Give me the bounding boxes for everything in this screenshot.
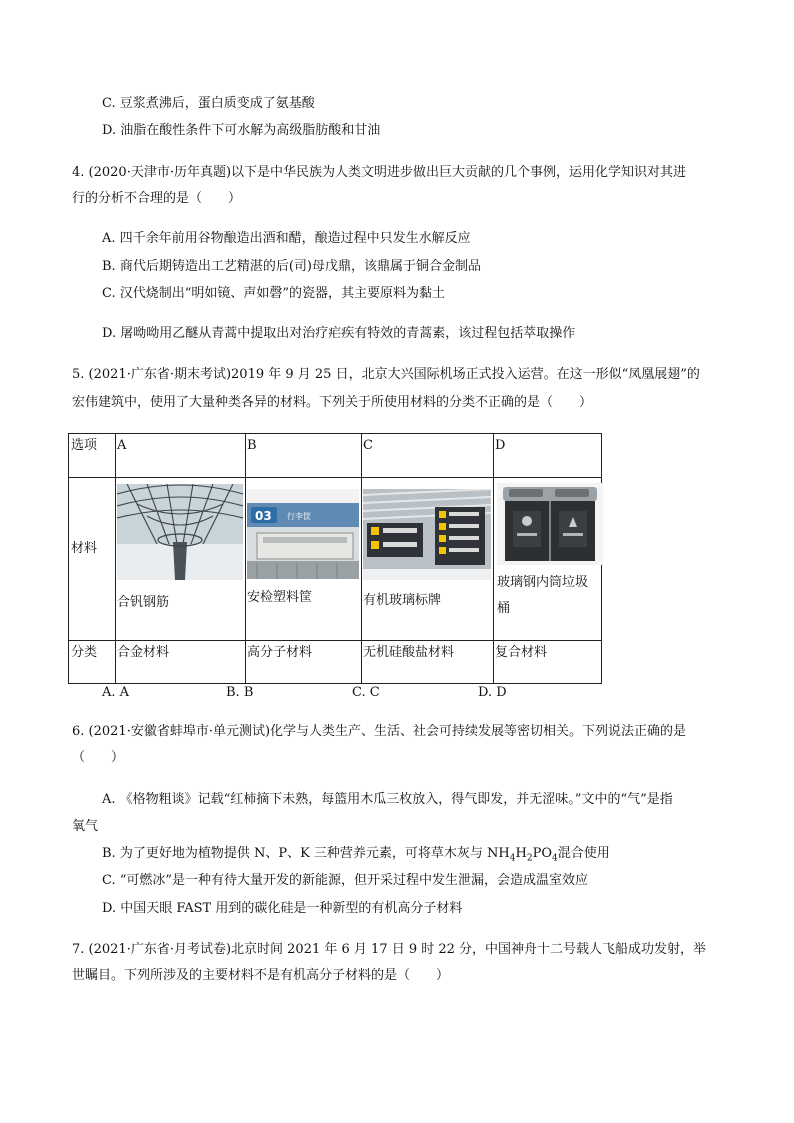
class-d: 复合材料 bbox=[495, 645, 548, 660]
q6-stem-line1: 6. (2021·安徽省蚌埠市·单元测试)化学与人类生产、生活、社会可持续发展等密切相关。下列说法正确的是 bbox=[72, 724, 687, 739]
table-header-label: 选项 bbox=[71, 438, 98, 453]
tray-label: 行李筐 bbox=[287, 512, 311, 521]
material-c: 有机玻璃标牌 bbox=[363, 593, 442, 608]
table-header-b: B bbox=[247, 438, 257, 453]
q3-option-d: D. 油脂在酸性条件下可水解为高级脂肪酸和甘油 bbox=[102, 123, 381, 138]
table-material-label: 材料 bbox=[71, 541, 98, 556]
q6-option-d: D. 中国天眼 FAST 用到的碳化硅是一种新型的有机高分子材料 bbox=[102, 901, 463, 916]
q6-option-b-sub2: 2 bbox=[526, 853, 533, 864]
q3-option-c: C. 豆浆煮沸后，蛋白质变成了氨基酸 bbox=[102, 96, 315, 111]
materials-table bbox=[68, 433, 602, 684]
q6-option-c: C. “可燃冰”是一种有待大量开发的新能源，但开采过程中发生泄漏，会造成温室效应 bbox=[102, 873, 589, 888]
q6-option-b-post: 混合使用 bbox=[557, 846, 610, 861]
table-header-c: C bbox=[363, 438, 373, 453]
q5-stem-line2: 宏伟建筑中，使用了大量种类各异的材料。下列关于所使用材料的分类不正确的是（ ） bbox=[72, 395, 593, 410]
q7-stem-line1: 7. (2021·广东省·月考试卷)北京时间 2021 年 6 月 17 日 9 时 22 分，中国神舟十二号载人飞船成功发射，举 bbox=[72, 942, 707, 957]
q6-option-b-mid: H bbox=[515, 846, 527, 861]
material-b: 安检塑料筐 bbox=[247, 590, 313, 605]
class-b: 高分子材料 bbox=[247, 645, 313, 660]
q5-answer-c: C. C bbox=[352, 685, 380, 700]
q5-stem-line1: 5. (2021·广东省·期末考试)2019 年 9 月 25 日，北京大兴国际机场正式投入运营。在这一形似“凤凰展翅”的 bbox=[72, 367, 700, 382]
q4-option-d: D. 屠呦呦用乙醚从青蒿中提取出对治疗疟疾有特效的青蒿素，该过程包括萃取操作 bbox=[102, 326, 576, 341]
class-c: 无机硅酸盐材料 bbox=[363, 645, 455, 660]
q5-answer-a: A. A bbox=[102, 685, 130, 700]
q5-answer-d: D. D bbox=[478, 685, 507, 700]
q4-option-c: C. 汉代烧制出“明如镜、声如磬”的瓷器，其主要原料为黏土 bbox=[102, 286, 446, 301]
table-header-a: A bbox=[117, 438, 127, 453]
q4-option-a: A. 四千余年前用谷物酿造出酒和醋，酿造过程中只发生水解反应 bbox=[102, 231, 471, 246]
material-a: 合钒钢筋 bbox=[117, 595, 170, 610]
material-d-line2: 桶 bbox=[497, 601, 511, 616]
table-header-d: D bbox=[495, 438, 506, 453]
q6-option-a-line1: A. 《格物粗谈》记载“红柿摘下未熟，每篮用木瓜三枚放入，得气即发，并无涩味。”文中的“气”是指 bbox=[102, 792, 673, 807]
tray-number: 03 bbox=[255, 509, 272, 523]
q6-option-b-sub3: 4 bbox=[551, 853, 558, 864]
steel-dome-icon bbox=[117, 484, 243, 580]
q6-option-a-line2: 氧气 bbox=[72, 819, 99, 834]
trash-bin-icon bbox=[497, 483, 603, 565]
q6-option-b bbox=[102, 845, 610, 868]
q6-option-b-pre: B. 为了更好地为植物提供 N、P、K 三种营养元素，可将草木灰与 NH bbox=[102, 846, 510, 861]
q6-option-b-sub1: 4 bbox=[509, 853, 516, 864]
security-tray-icon bbox=[247, 489, 359, 579]
material-d-line1: 玻璃钢内筒垃圾 bbox=[497, 575, 589, 590]
q4-stem-line1: 4. (2020·天津市·历年真题)以下是中华民族为人类文明进步做出巨大贡献的几个事例，运用化学知识对其进 bbox=[72, 165, 687, 180]
table-class-label: 分类 bbox=[71, 645, 98, 660]
q4-option-b: B. 商代后期铸造出工艺精湛的后(司)母戊鼎，该鼎属于铜合金制品 bbox=[102, 259, 481, 274]
q6-stem-line2: （ ） bbox=[72, 750, 125, 765]
q5-answer-b: B. B bbox=[226, 685, 254, 700]
q4-stem-line2: 行的分析不合理的是（ ） bbox=[72, 191, 242, 206]
airport-sign-icon bbox=[363, 489, 491, 580]
class-a: 合金材料 bbox=[117, 645, 170, 660]
q6-option-b-mid2: PO bbox=[532, 846, 552, 861]
q7-stem-line2: 世瞩目。下列所涉及的主要材料不是有机高分子材料的是（ ） bbox=[72, 968, 450, 983]
